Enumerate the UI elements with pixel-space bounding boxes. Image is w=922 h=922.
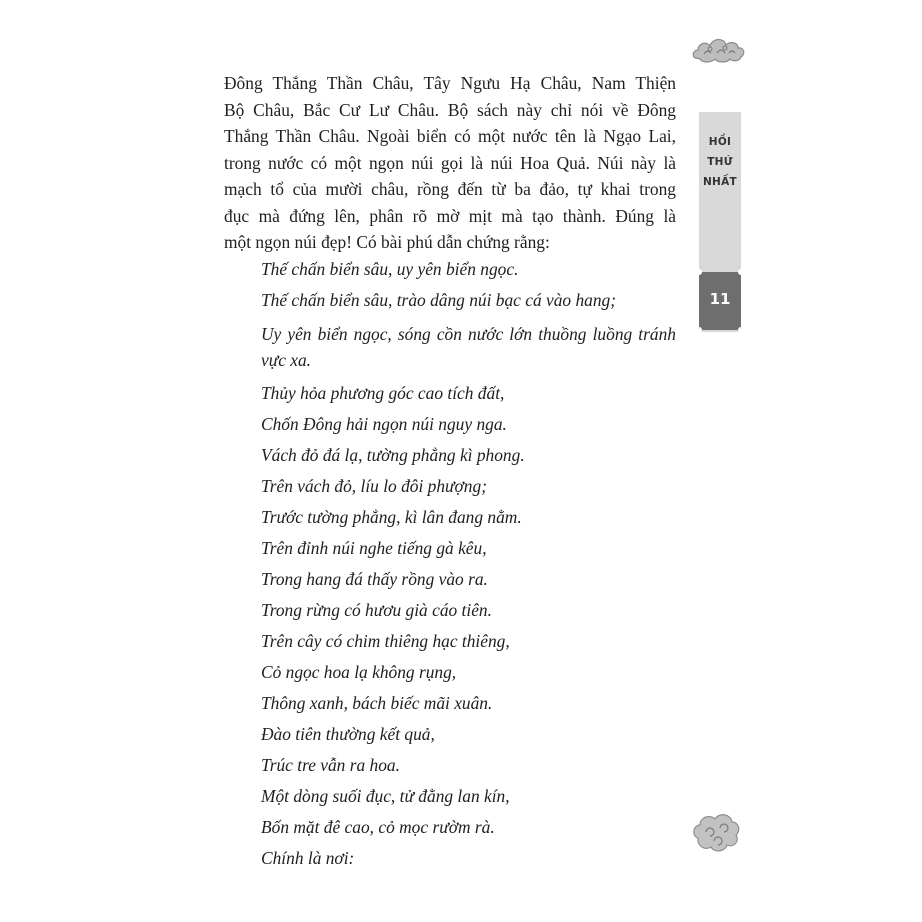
- chapter-label-line: NHẤT: [702, 176, 738, 188]
- poem-line: Vách đỏ đá lạ, tường phẳng kì phong.: [261, 445, 525, 465]
- chapter-label-line: HỒI: [708, 136, 732, 148]
- poem-line: Chốn Đông hải ngọn núi nguy nga.: [261, 414, 507, 434]
- poem-line: Thủy hỏa phương góc cao tích đất,: [261, 383, 505, 403]
- poem-line: Đào tiên thường kết quả,: [261, 724, 435, 744]
- poem-line: Trên vách đỏ, líu lo đôi phượng;: [261, 476, 487, 496]
- swirl-ornament-icon: [690, 808, 742, 856]
- poem-line: Thông xanh, bách biếc mãi xuân.: [261, 693, 493, 713]
- chapter-label-line: THỨ: [707, 156, 733, 168]
- poem: [224, 254, 676, 874]
- chapter-label: [699, 132, 741, 192]
- poem-line: Thế chấn biển sâu, uy yên biển ngọc.: [261, 259, 519, 279]
- poem-line: Chính là nơi:: [261, 848, 355, 868]
- poem-line: Trong hang đá thấy rồng vào ra.: [261, 569, 488, 589]
- poem-line: Trên đỉnh núi nghe tiếng gà kêu,: [261, 538, 487, 558]
- poem-line: Uy yên biển ngọc, sóng cồn nước lớn thuồng luồng tránh vực xa.: [261, 324, 676, 370]
- poem-line: Cỏ ngọc hoa lạ không rụng,: [261, 662, 457, 682]
- page-number-box: [699, 272, 741, 330]
- prose-line: Bộ Châu, Bắc Cư Lư Châu. Bộ sách này chỉ nói về Đông: [224, 99, 676, 120]
- poem-line: Thế chấn biển sâu, trào dâng núi bạc cá vào hang;: [261, 290, 617, 310]
- poem-line: Trong rừng có hươu già cáo tiên.: [261, 600, 492, 620]
- poem-line: Bốn mặt đê cao, cỏ mọc rườm rà.: [261, 817, 495, 837]
- cloud-ornament-icon: [690, 32, 748, 66]
- prose-paragraph: [224, 70, 676, 256]
- prose-line: Đông Thắng Thần Châu, Tây Ngưu Hạ Châu, Nam Thiện: [224, 73, 676, 93]
- poem-line: Trước tường phẳng, kì lân đang nằm.: [261, 507, 522, 527]
- prose-line: trong nước có một ngọn núi gọi là núi Hoa Quả. Núi này là: [224, 152, 676, 173]
- poem-line: Một dòng suối đục, tử đằng lan kín,: [261, 786, 510, 806]
- poem-line: Trúc tre vẫn ra hoa.: [261, 755, 400, 775]
- prose-line: mạch tổ của mười châu, rồng đến từ ba đảo, tự khai trong: [224, 179, 676, 199]
- page-number: 11: [709, 290, 731, 308]
- poem-line: Trên cây có chim thiêng hạc thiêng,: [261, 631, 510, 651]
- prose-line: đục mà đứng lên, phân rõ mờ mịt mà tạo thành. Đúng là: [224, 205, 676, 226]
- prose-line: một ngọn núi đẹp! Có bài phú dẫn chứng rằng:: [224, 232, 550, 252]
- prose-line: Thắng Thần Châu. Ngoài biển có một nước tên là Ngạo Lai,: [224, 126, 676, 146]
